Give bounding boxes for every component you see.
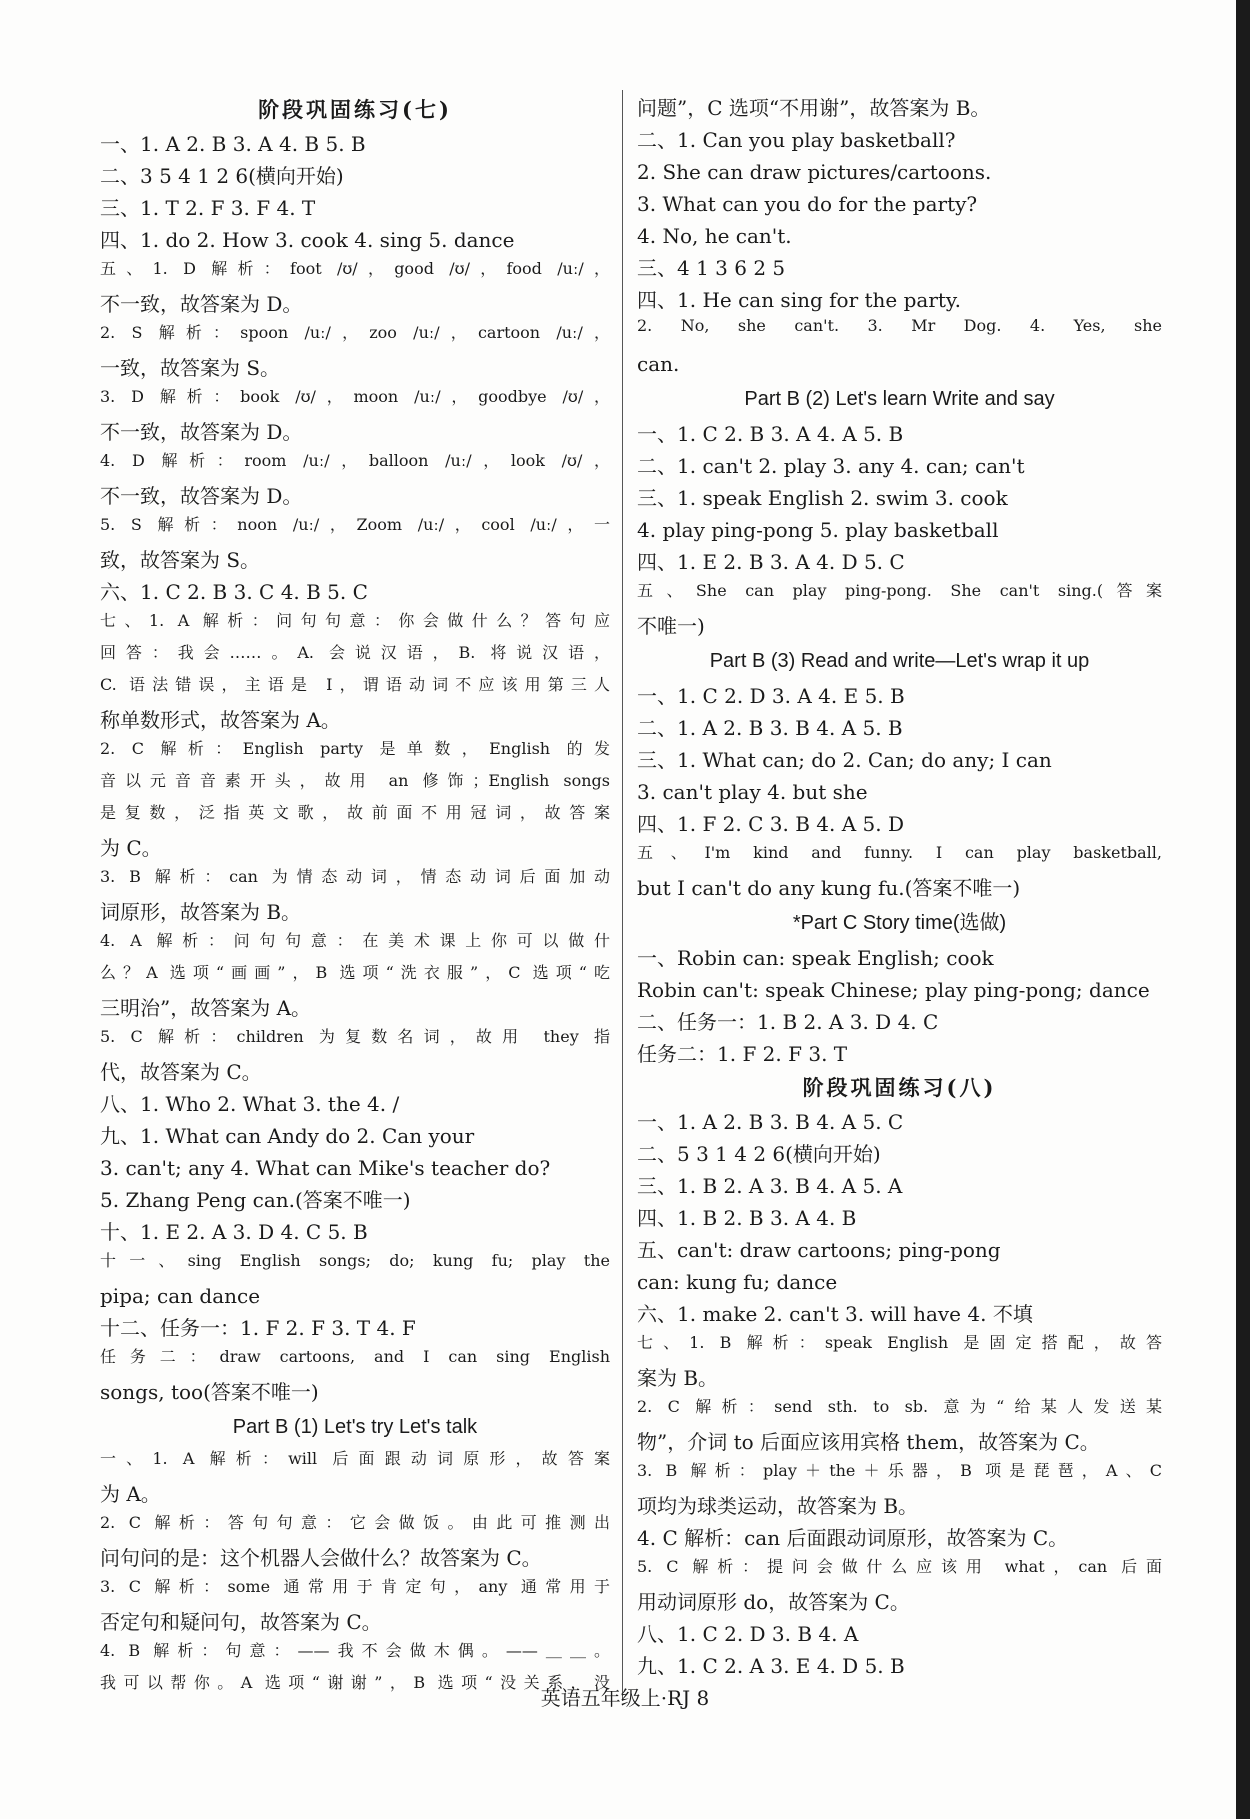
- answer-line: 一、1. A 2. B 3. A 4. B 5. B: [100, 132, 366, 156]
- answer-line: 三、1. T 2. F 3. F 4. T: [100, 196, 316, 220]
- answer-line: 二、任务一：1. B 2. A 3. D 4. C: [637, 1010, 939, 1034]
- answer-line: 任务二：draw cartoons, and I can sing English: [100, 1347, 610, 1366]
- answer-line: 一、1. A 2. B 3. B 4. A 5. C: [637, 1110, 904, 1134]
- answer-line: 3. C 解析：some 通常用于肯定句，any 通常用于: [100, 1577, 610, 1596]
- answer-line: 5. S 解析：noon /uː/，Zoom /uː/，cool /uː/，一: [100, 515, 610, 534]
- answer-line: 四、1. F 2. C 3. B 4. A 5. D: [637, 812, 904, 836]
- answer-line: 七、1. A 解析：问句句意：你会做什么？答句应: [100, 611, 610, 630]
- part-heading: Part B (2) Let's learn Write and say: [744, 388, 1055, 410]
- answer-line: 4. A 解析：问句句意：在美术课上你可以做什: [100, 931, 610, 950]
- column-divider: [622, 90, 623, 1700]
- answer-line: 为 A。: [100, 1482, 161, 1506]
- answer-line: 一、1. C 2. D 3. A 4. E 5. B: [637, 684, 905, 708]
- answer-line: 三明治”，故答案为 A。: [100, 996, 312, 1020]
- answer-line: 3. D 解析：book /ʊ/，moon /uː/，goodbye /ʊ/，: [100, 387, 610, 406]
- answer-line: 九、1. What can Andy do 2. Can your: [100, 1124, 475, 1148]
- answer-line: 么？A 选项“画画”，B 选项“洗衣服”，C 选项“吃: [100, 963, 610, 982]
- answer-line: 任务二：1. F 2. F 3. T: [637, 1042, 848, 1066]
- answer-line: 否定句和疑问句，故答案为 C。: [100, 1610, 382, 1634]
- answer-line: 四、1. do 2. How 3. cook 4. sing 5. dance: [100, 228, 515, 252]
- answer-line: 3. B 解析：play＋the＋乐器，B 项是琵琶，A、C: [637, 1461, 1162, 1480]
- answer-line: 2. No, she can't. 3. Mr Dog. 4. Yes, she: [637, 316, 1162, 335]
- answer-line: 4. D 解析：room /uː/，balloon /uː/，look /ʊ/，: [100, 451, 610, 470]
- answer-line: 4. play ping-pong 5. play basketball: [637, 518, 999, 542]
- answer-line: 案为 B。: [637, 1366, 719, 1390]
- answer-line: 四、1. He can sing for the party.: [637, 288, 961, 312]
- answer-line: Robin can't: speak Chinese; play ping-pong; dance: [637, 978, 1150, 1002]
- answer-line: 十二、任务一：1. F 2. F 3. T 4. F: [100, 1316, 416, 1340]
- answer-line: 一致，故答案为 S。: [100, 356, 281, 380]
- answer-line: 5. Zhang Peng can.(答案不唯一): [100, 1188, 411, 1212]
- answer-line: 四、1. B 2. B 3. A 4. B: [637, 1206, 857, 1230]
- answer-line: 一、Robin can: speak English; cook: [637, 946, 994, 970]
- answer-line: 音以元音音素开头，故用 an 修饰；English songs: [100, 771, 610, 790]
- answer-line: 问句问的是：这个机器人会做什么？故答案为 C。: [100, 1546, 542, 1570]
- answer-line: 五、can't: draw cartoons; ping-pong: [637, 1238, 1001, 1262]
- answer-line: 二、3 5 4 1 2 6(横向开始): [100, 164, 344, 188]
- answer-line: 二、1. can't 2. play 3. any 4. can; can't: [637, 454, 1025, 478]
- part-heading: Part B (1) Let's try Let's talk: [232, 1416, 478, 1438]
- answer-line: 2. C 解析：English party 是单数，English 的发: [100, 739, 610, 758]
- answer-line: 三、1. What can; do 2. Can; do any; I can: [637, 748, 1052, 772]
- answer-line: 不一致，故答案为 D。: [100, 420, 303, 444]
- answer-line: 4. No, he can't.: [637, 224, 792, 248]
- answer-line: 九、1. C 2. A 3. E 4. D 5. B: [637, 1654, 905, 1678]
- answer-line: 六、1. make 2. can't 3. will have 4. 不填: [637, 1302, 1033, 1326]
- answer-line: songs, too(答案不唯一): [100, 1380, 319, 1404]
- answer-line: 不一致，故答案为 D。: [100, 292, 303, 316]
- answer-line: pipa; can dance: [100, 1284, 261, 1308]
- answer-line: 用动词原形 do，故答案为 C。: [637, 1590, 910, 1614]
- part-heading: *Part C Story time(选做): [792, 912, 1007, 934]
- answer-line: 称单数形式，故答案为 A。: [100, 708, 341, 732]
- answer-line: 二、1. A 2. B 3. B 4. A 5. B: [637, 716, 903, 740]
- answer-line: 3. can't play 4. but she: [637, 780, 868, 804]
- answer-line: 2. C 解析：答句句意：它会做饭。由此可推测出: [100, 1513, 610, 1532]
- answer-line: 2. S 解析：spoon /uː/，zoo /uː/，cartoon /uː/，: [100, 323, 610, 342]
- answer-line: 八、1. Who 2. What 3. the 4. /: [100, 1092, 400, 1116]
- part-heading: Part B (3) Read and write—Let's wrap it up: [709, 650, 1090, 672]
- answer-line: 3. What can you do for the party?: [637, 192, 978, 216]
- answer-line: 4. C 解析：can 后面跟动词原形，故答案为 C。: [637, 1526, 1069, 1550]
- answer-line: 物”，介词 to 后面应该用宾格 them，故答案为 C。: [637, 1430, 1100, 1454]
- answer-line: 七、1. B 解析：speak English 是固定搭配，故答: [637, 1333, 1162, 1352]
- answer-line: 4. B 解析：句意：——我不会做木偶。——＿＿。: [100, 1641, 610, 1660]
- answer-line: 致，故答案为 S。: [100, 548, 261, 572]
- answer-line: 回答：我会……。A. 会说汉语，B. 将说汉语，: [100, 643, 610, 662]
- answer-line: 二、1. Can you play basketball?: [637, 128, 956, 152]
- answer-line: 五、1. D 解析：foot /ʊ/，good /ʊ/，food /uː/，: [100, 259, 610, 278]
- answer-line: 词原形，故答案为 B。: [100, 900, 302, 924]
- answer-line: 5. C 解析：children 为复数名词，故用 they 指: [100, 1027, 610, 1046]
- answer-line: C. 语法错误，主语是 I，谓语动词不应该用第三人: [100, 675, 610, 694]
- answer-line: 五、She can play ping-pong. She can't sing.(答案: [637, 581, 1162, 600]
- answer-line: 五、I'm kind and funny. I can play basketball,: [637, 843, 1162, 862]
- answer-line: 为 C。: [100, 836, 162, 860]
- answer-line: 不唯一): [637, 614, 705, 638]
- answer-line: 不一致，故答案为 D。: [100, 484, 303, 508]
- answer-line: 5. C 解析：提问会做什么应该用 what，can 后面: [637, 1557, 1162, 1576]
- page-edge-shadow: [1236, 0, 1250, 1819]
- answer-line: 我可以帮你。A 选项“谢谢”，B 选项“没关系，没: [100, 1673, 610, 1692]
- answer-line: 三、1. B 2. A 3. B 4. A 5. A: [637, 1174, 903, 1198]
- answer-line: 3. can't; any 4. What can Mike's teacher do?: [100, 1156, 551, 1180]
- answer-line: 三、1. speak English 2. swim 3. cook: [637, 486, 1008, 510]
- answer-line: 3. B 解析：can 为情态动词，情态动词后面加动: [100, 867, 610, 886]
- answer-line: 2. C 解析：send sth. to sb. 意为“给某人发送某: [637, 1397, 1162, 1416]
- answer-line: 一、1. C 2. B 3. A 4. A 5. B: [637, 422, 904, 446]
- answer-line: 八、1. C 2. D 3. B 4. A: [637, 1622, 859, 1646]
- answer-line: 项均为球类运动，故答案为 B。: [637, 1494, 919, 1518]
- answer-line: 是复数，泛指英文歌，故前面不用冠词，故答案: [100, 803, 610, 822]
- answer-line: 问题”，C 选项“不用谢”，故答案为 B。: [637, 96, 991, 120]
- answer-line: 四、1. E 2. B 3. A 4. D 5. C: [637, 550, 905, 574]
- answer-line: can.: [637, 352, 680, 376]
- section-heading: 阶段巩固练习(八): [802, 1075, 997, 1100]
- answer-line: 六、1. C 2. B 3. C 4. B 5. C: [100, 580, 368, 604]
- answer-line: 二、5 3 1 4 2 6(横向开始): [637, 1142, 881, 1166]
- answer-line: 十、1. E 2. A 3. D 4. C 5. B: [100, 1220, 368, 1244]
- left-column: [100, 92, 610, 1702]
- answer-line: 2. She can draw pictures/cartoons.: [637, 160, 992, 184]
- section-heading: 阶段巩固练习(七): [258, 97, 452, 122]
- answer-line: 十一、sing English songs; do; kung fu; play the: [100, 1251, 610, 1270]
- answer-line: 一、1. A 解析：will 后面跟动词原形，故答案: [100, 1449, 610, 1468]
- answer-line: 三、4 1 3 6 2 5: [637, 256, 786, 280]
- page-footer: 英语五年级上·RJ 8: [540, 1686, 710, 1710]
- answer-line: 代，故答案为 C。: [100, 1060, 262, 1084]
- answer-line: can: kung fu; dance: [637, 1270, 838, 1294]
- right-column: [637, 92, 1162, 1682]
- answer-line: but I can't do any kung fu.(答案不唯一): [637, 876, 1021, 900]
